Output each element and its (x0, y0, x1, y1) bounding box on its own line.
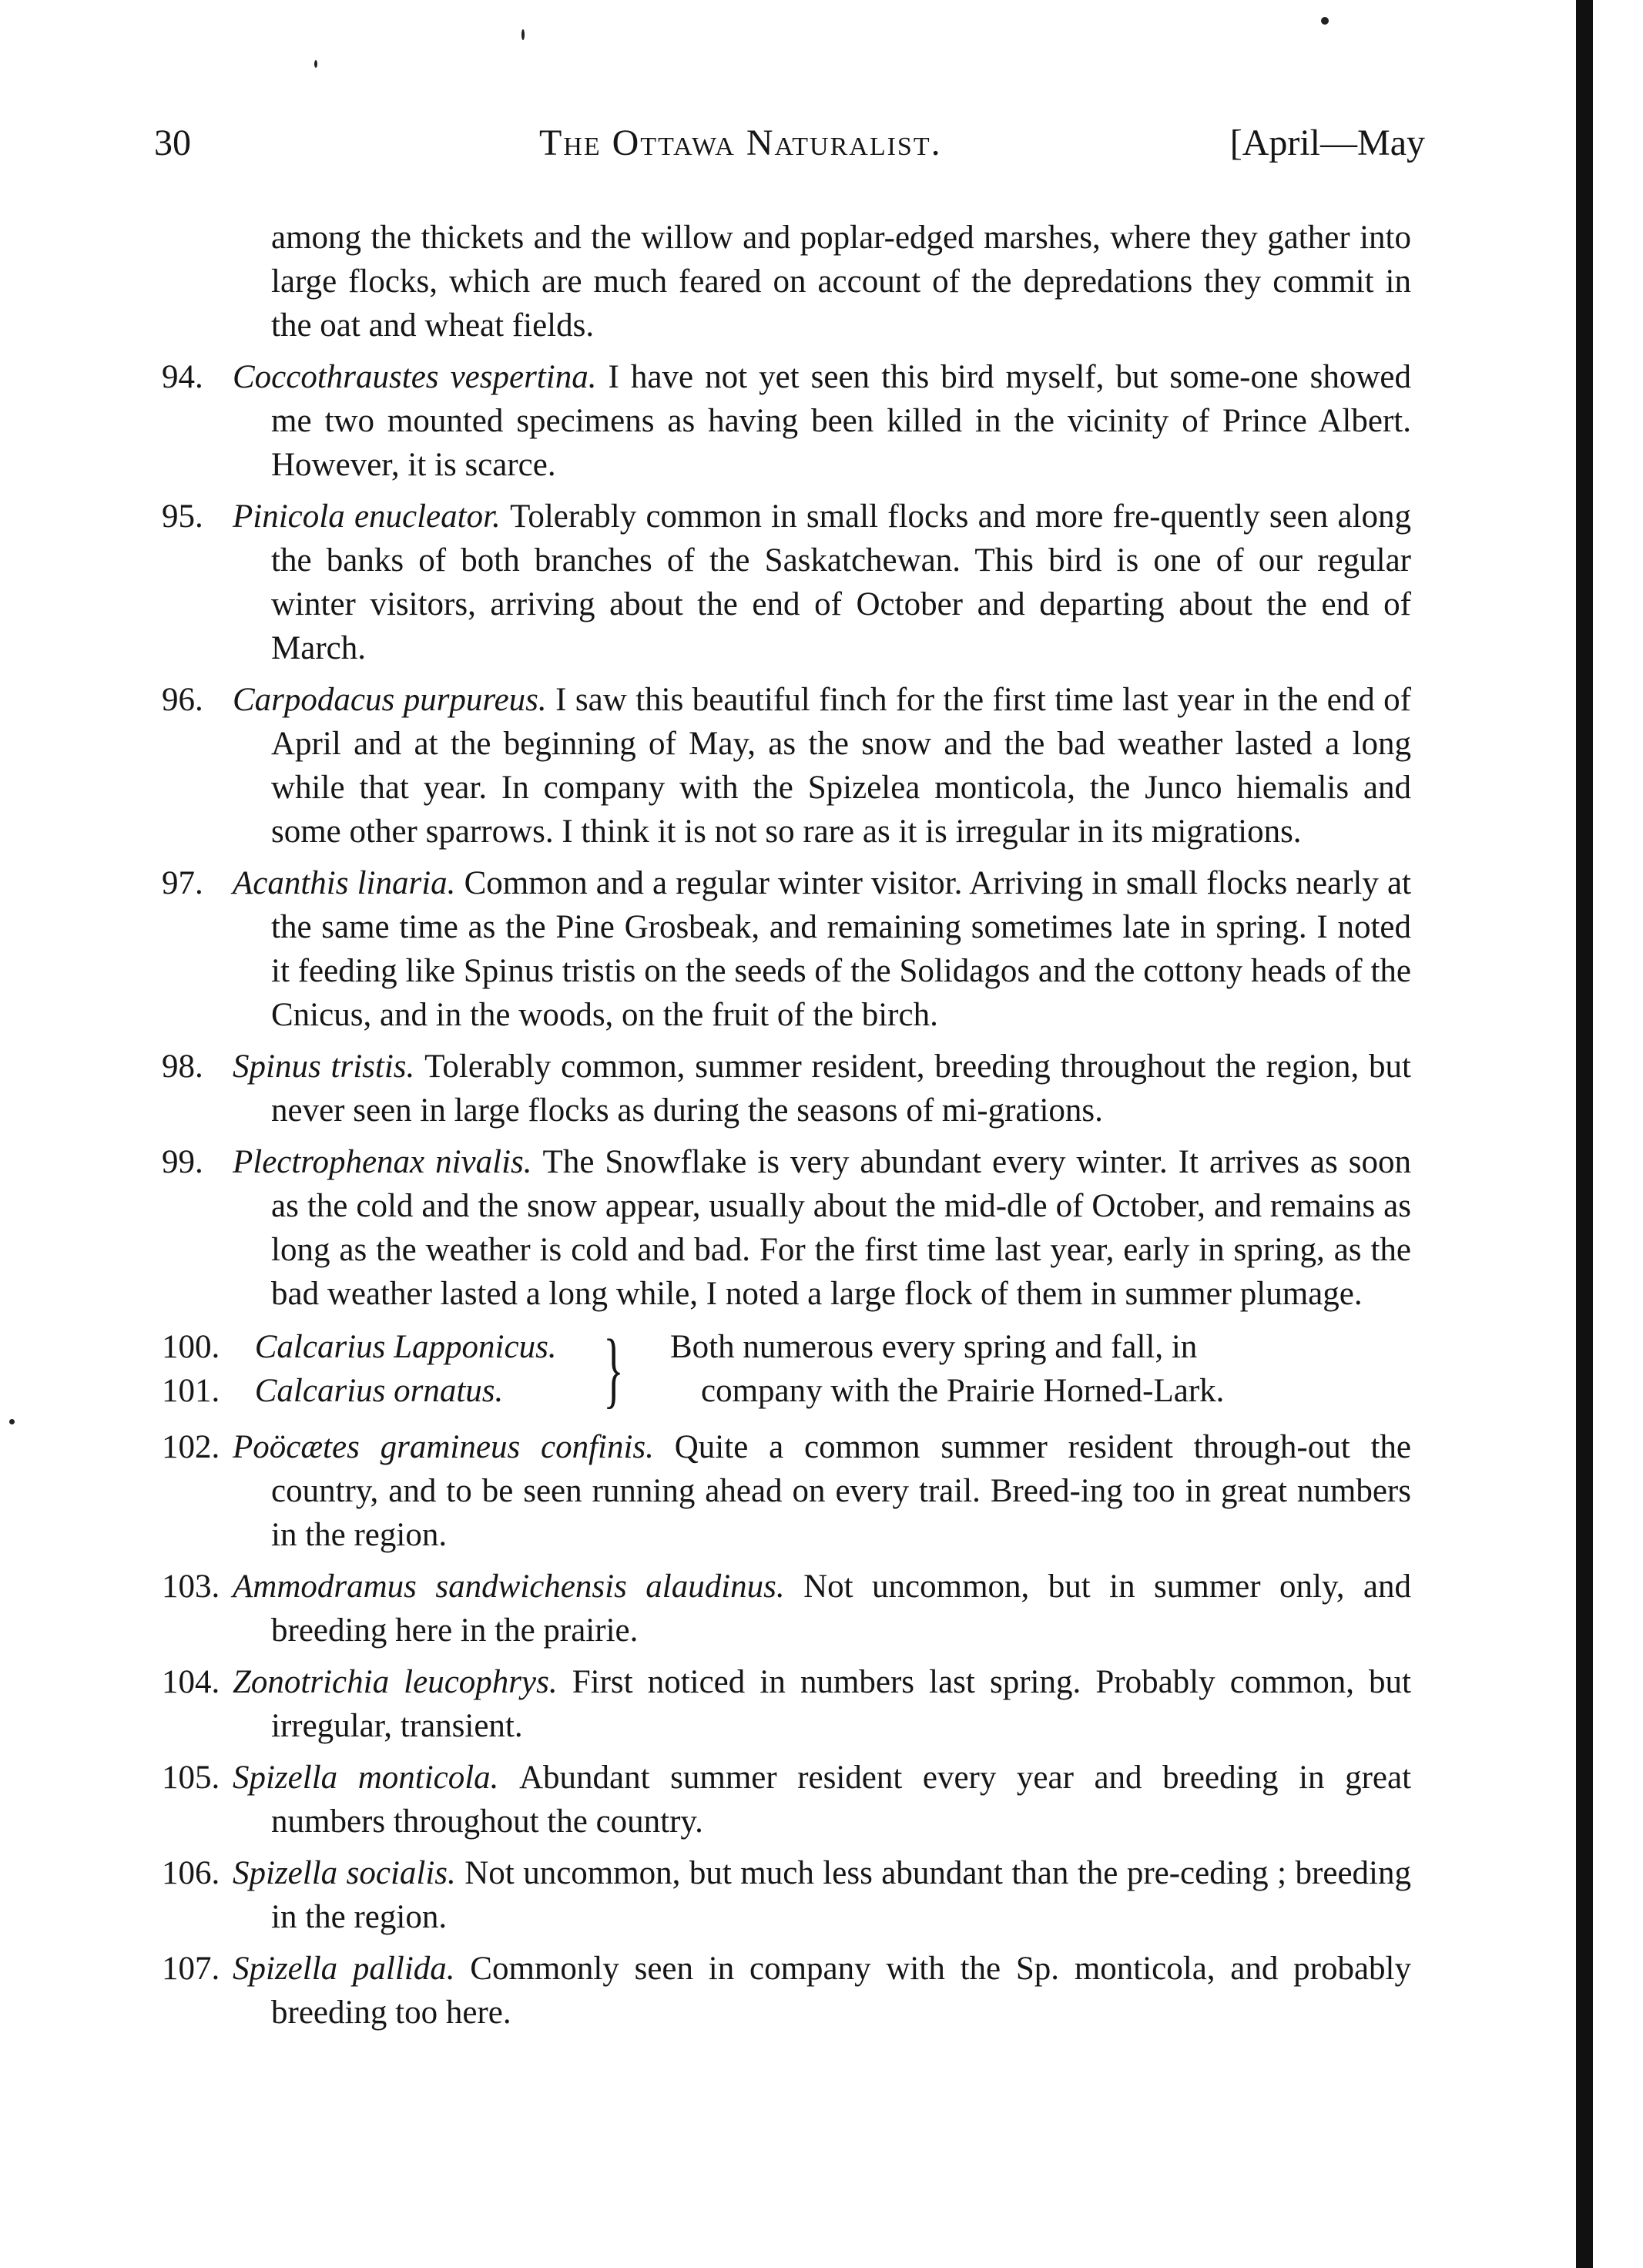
species-entry (162, 1140, 1411, 1316)
entry-number: 105. (162, 1760, 220, 1796)
entry-number: 104. (162, 1664, 220, 1700)
page-body (0, 216, 1571, 2035)
entry-number: 103. (162, 1568, 220, 1605)
entry-number: 96. (162, 682, 203, 718)
ink-speck (521, 29, 525, 40)
entry-number: 100. (162, 1329, 220, 1365)
entry-text: Quite a common summer resident through-out the country, and to be seen running ahead on every trail. Breed-ing too in great numbers in the region. (271, 1429, 1412, 1553)
entry-text: The Snowflake is very abundant every winter. It arrives as soon as the cold and the snow appear, usually about the mid-dle of October, and remains as long as the weather is cold and bad. For the first time last year, early in spring, as the bad weather lasted a long while, I noted a large flock of them in summer plumage. (271, 1144, 1411, 1312)
species-entry (162, 1756, 1412, 1844)
species-name: Spizella monticola. (233, 1760, 519, 1796)
entry-number: 99. (162, 1144, 203, 1180)
species-name: Poöcætes gramineus confinis. (233, 1429, 675, 1465)
intro-paragraph: among the thickets and the willow and poplar-edged marshes, where they gather into large flocks, which are much feared on account of the depredations they commit in the oat and wheat fields. (271, 220, 1411, 344)
entry-text: company with the Prairie Horned-Lark. (701, 1373, 1225, 1409)
binding-edge-bar (1576, 0, 1593, 2268)
species-entry (162, 678, 1411, 854)
species-name: Ammodramus sandwichensis alaudinus. (233, 1568, 804, 1605)
page-number: 30 (154, 122, 191, 163)
paired-row (162, 1369, 503, 1413)
entry-number: 106. (162, 1855, 220, 1891)
entry-number: 97. (162, 865, 203, 901)
entry-text: Not uncommon, but much less abundant than the pre-ceding ; breeding in the region. (271, 1855, 1411, 1935)
species-entry (162, 861, 1412, 1037)
entry-number: 101. (162, 1373, 220, 1409)
paired-row (162, 1325, 557, 1369)
species-entry (162, 1851, 1411, 1939)
species-entry (162, 1425, 1412, 1557)
issue-date: [April—May (1229, 122, 1425, 163)
ink-speck (1321, 17, 1329, 25)
species-name: Zonotrichia leucophrys. (233, 1664, 572, 1700)
entry-text: Both numerous every spring and fall, in (670, 1329, 1198, 1365)
entry-text: First noticed in numbers last spring. Probably common, but irregular, transient. (271, 1664, 1411, 1744)
species-entry (162, 1565, 1411, 1652)
species-name: Carpodacus purpureus. (233, 682, 556, 718)
species-name: Spizella pallida. (233, 1951, 471, 1987)
entry-text: Commonly seen in company with the Sp. monticola, and probably breeding too here. (271, 1951, 1412, 2031)
ink-speck (314, 60, 317, 68)
species-entry (162, 495, 1412, 670)
species-entry (162, 1947, 1412, 2035)
species-entry (162, 1045, 1411, 1132)
entry-text: I have not yet seen this bird myself, but some-one showed me two mounted specimens as having been killed in the vicinity of Prince Albert. However, it is scarce. (271, 359, 1411, 483)
species-entry (162, 1660, 1411, 1748)
journal-title: The Ottawa Naturalist. (539, 122, 942, 163)
entry-text: Abundant summer resident every year and breeding in great numbers throughout the country. (271, 1760, 1412, 1840)
entry-number: 102. (162, 1429, 220, 1465)
species-name: Pinicola enucleator. (233, 498, 511, 535)
species-name: Acanthis linaria. (233, 865, 464, 901)
entry-text: I saw this beautiful finch for the first time last year in the end of April and at the beginning of May, as the snow and the bad weather lasted a long while that year. In company with the Spizelea monticola, the Junco hiemalis and some other sparrows. I think it is not so rare as it is irregular in its migrations. (271, 682, 1411, 850)
entry-number: 94. (162, 359, 203, 395)
curly-brace: } (603, 1322, 624, 1416)
species-name: Plectrophenax nivalis. (233, 1144, 543, 1180)
species-name: Calcarius ornatus. (254, 1373, 504, 1409)
species-name: Spinus tristis. (233, 1048, 425, 1085)
paired-species-entry (162, 1322, 1571, 1418)
entry-number: 98. (162, 1048, 203, 1085)
species-entry (162, 355, 1411, 487)
page-header (154, 122, 1425, 183)
entry-number: 107. (162, 1951, 220, 1987)
species-name: Spizella socialis. (233, 1855, 465, 1891)
entry-number: 95. (162, 498, 203, 535)
entry-text: Tolerably common, summer resident, breeding throughout the region, but never seen in large flocks as during the seasons of mi-grations. (271, 1048, 1411, 1129)
entry-text: Tolerably common in small flocks and more fre-quently seen along the banks of both branches of the Saskatchewan. This bird is one of our regular winter visitors, arriving about the end of October and departing about the end of March. (271, 498, 1412, 666)
species-name: Calcarius Lapponicus. (254, 1329, 557, 1365)
entry-text: Common and a regular winter visitor. Arriving in small flocks nearly at the same time as the Pine Grosbeak, and remaining sometimes late in spring. I noted it feeding like Spinus tristis on the seeds of the Solidagos and the cottony heads of the Cnicus, and in the woods, on the fruit of the birch. (271, 865, 1412, 1033)
entry-text: Not uncommon, but in summer only, and breeding here in the prairie. (271, 1568, 1411, 1649)
species-name: Coccothraustes vespertina. (233, 359, 609, 395)
